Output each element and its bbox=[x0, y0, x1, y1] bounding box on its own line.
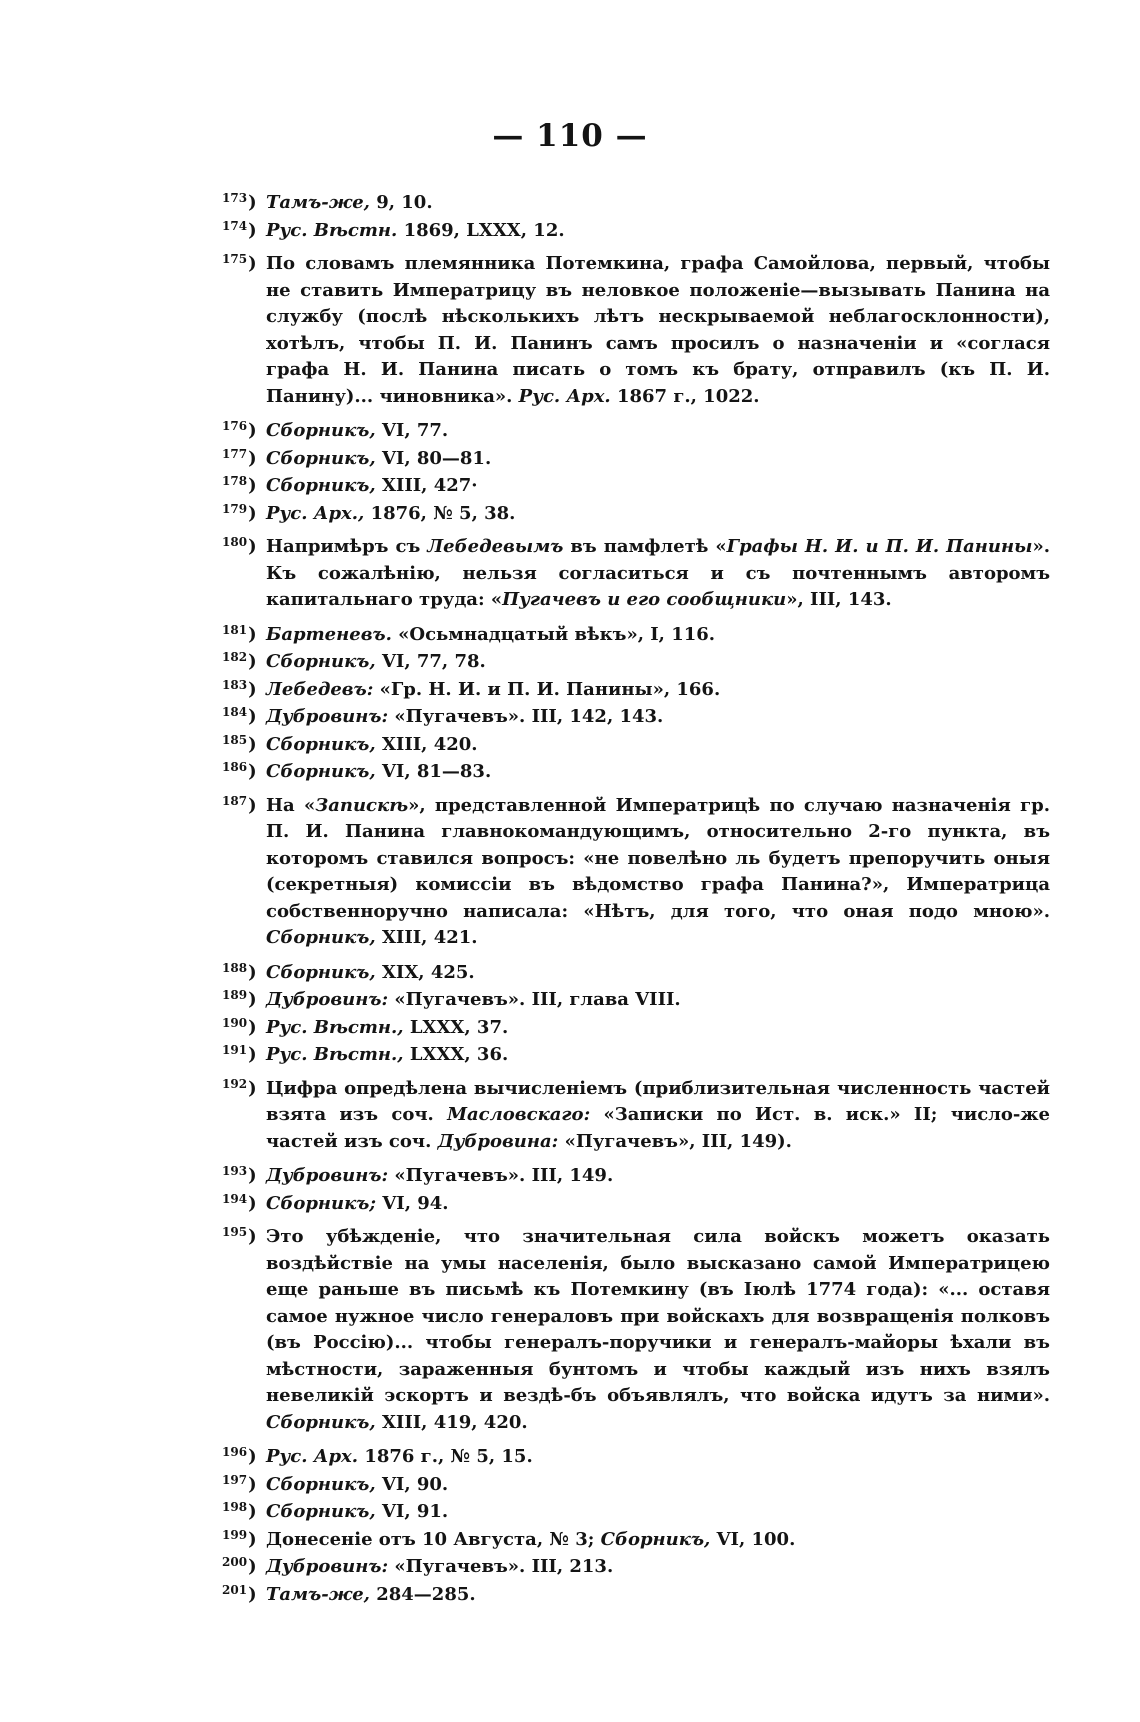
footnote-number: 191 ) bbox=[222, 1036, 266, 1064]
footnote-text: Рус. Вѣстн., LXXX, 37. bbox=[266, 1016, 509, 1038]
footnote-text: Рус. Вѣстн. 1869, LXXX, 12. bbox=[266, 219, 565, 241]
footnote bbox=[222, 446, 1050, 474]
footnote bbox=[222, 622, 1050, 650]
footnote-number: 177 ) bbox=[222, 440, 266, 468]
footnote bbox=[222, 1554, 1050, 1582]
footnote-number: 184 ) bbox=[222, 698, 266, 726]
footnote bbox=[222, 418, 1050, 446]
footnote bbox=[222, 251, 1050, 410]
footnote-text: Дубровинъ: «Пугачевъ». III, 142, 143. bbox=[266, 706, 664, 727]
footnote bbox=[222, 1076, 1050, 1156]
footnote-text: Дубровинъ: «Пугачевъ». III, 213. bbox=[266, 1556, 614, 1577]
footnote-number: 192 ) bbox=[222, 1070, 266, 1098]
footnote-number: 195 ) bbox=[222, 1218, 266, 1246]
footnote-number: 183 ) bbox=[222, 671, 266, 699]
footnote-number: 189 ) bbox=[222, 981, 266, 1009]
footnote-number: 188 ) bbox=[222, 954, 266, 982]
footnote bbox=[222, 534, 1050, 614]
footnote-text: Сборникъ, XIII, 427· bbox=[266, 475, 478, 496]
page-number: — 110 — bbox=[492, 118, 648, 154]
footnote-text: Рус. Вѣстн., LXXX, 36. bbox=[266, 1044, 509, 1065]
footnote-number: 190 ) bbox=[222, 1009, 266, 1037]
footnote bbox=[222, 190, 1050, 218]
footnote bbox=[222, 677, 1050, 705]
footnote bbox=[222, 732, 1050, 760]
footnote-text: Сборникъ, VI, 77, 78. bbox=[266, 651, 486, 672]
footnote-text: Дубровинъ: «Пугачевъ». III, глава VIII. bbox=[266, 989, 681, 1010]
footnote-number: 175 ) bbox=[222, 245, 266, 273]
footnote bbox=[222, 759, 1050, 787]
footnote-text: Рус. Арх. 1876 г., № 5, 15. bbox=[266, 1446, 533, 1467]
footnote-text: По словамъ племянника Потемкина, графа Самойлова, первый, чтобы не ставить Императрицу въ неловкое положеніе—вызывать Панина на службу (послѣ нѣсколькихъ лѣтъ нескрываемой неблагосклонности), хотѣлъ, чтобы П. И. Панинъ самъ просилъ о назначеніи и «соглася графа Н. И. Панина писать о томъ къ брату, отправилъ (къ П. И. Панину)... чиновника». Рус. Арх. 1867 г., 1022. bbox=[266, 253, 1050, 407]
footnote-number: 180 ) bbox=[222, 528, 266, 556]
footnote-text: На «Запискѣ», представленной Императрицѣ по случаю назначенія гр. П. И. Панина главнокомандующимъ, относительно 2-го пункта, въ которомъ ставился вопросъ: «не повелѣно ль будетъ препоручить оныя (секретныя) комиссіи въ вѣдомство графа Панина?», Императрица собственноручно написала: «Нѣтъ, для того, что оная подо мною». Сборникъ, XIII, 421. bbox=[266, 794, 1051, 948]
footnote-text: Сборникъ; VI, 94. bbox=[266, 1192, 449, 1214]
footnote-text: Сборникъ, VI, 80—81. bbox=[266, 447, 492, 469]
footnote-text: Бартеневъ. «Осьмнадцатый вѣкъ», I, 116. bbox=[266, 623, 716, 645]
footnote-number: 198 ) bbox=[222, 1493, 266, 1521]
footnote-text: Это убѣжденіе, что значительная сила войскъ можетъ оказать воздѣйствіе на умы населенія, было высказано самой Императрицею еще раньше въ письмѣ къ Потемкину (въ Іюлѣ 1774 года): «... оставя самое нужное число генераловъ при войскахъ для возвращенія полковъ (въ Россію)... чтобы генералъ-поручики и генералъ-майоры ѣхали въ мѣстности, зараженныя бунтомъ и чтобы каждый изъ нихъ взялъ невеликій эскортъ и вездѣ-бъ объявлялъ, что войска идутъ за ними». Сборникъ, XIII, 419, 420. bbox=[266, 1226, 1050, 1433]
footnote bbox=[222, 793, 1050, 952]
footnote-number: 179 ) bbox=[222, 495, 266, 523]
footnote-text: Сборникъ, XIII, 420. bbox=[266, 733, 478, 755]
footnote-number: 173 ) bbox=[222, 184, 266, 212]
footnote-number: 185 ) bbox=[222, 726, 266, 754]
footnote bbox=[222, 1527, 1050, 1555]
footnote-text: Цифра опредѣлена вычисленіемъ (приблизительная численность частей взята изъ соч. Масловскаго: «Записки по Ист. в. иск.» II; число-же частей изъ соч. Дубровина: «Пугачевъ», III, 149). bbox=[266, 1077, 1050, 1152]
footnote bbox=[222, 473, 1050, 501]
footnote-text: Сборникъ, VI, 90. bbox=[266, 1473, 449, 1495]
footnote bbox=[222, 1191, 1050, 1219]
footnote bbox=[222, 1499, 1050, 1527]
footnote-number: 178 ) bbox=[222, 467, 266, 495]
footnote bbox=[222, 218, 1050, 246]
footnote bbox=[222, 1042, 1050, 1070]
footnote-text: Сборникъ, XIX, 425. bbox=[266, 961, 475, 983]
footnote-number: 200 ) bbox=[222, 1548, 266, 1576]
footnote bbox=[222, 1224, 1050, 1436]
footnote-number: 187 ) bbox=[222, 787, 266, 815]
footnote-number: 186 ) bbox=[222, 753, 266, 781]
footnote-text: Дубровинъ: «Пугачевъ». III, 149. bbox=[266, 1165, 614, 1186]
footnote bbox=[222, 1163, 1050, 1191]
footnote-number: 193 ) bbox=[222, 1157, 266, 1185]
footnote bbox=[222, 704, 1050, 732]
footnote-number: 176 ) bbox=[222, 412, 266, 440]
footnote-number: 199 ) bbox=[222, 1521, 266, 1549]
footnote-number: 181 ) bbox=[222, 616, 266, 644]
footnote-text: Сборникъ, VI, 77. bbox=[266, 420, 449, 441]
footnote-text: Сборникъ, VI, 91. bbox=[266, 1501, 449, 1522]
footnote-number: 196 ) bbox=[222, 1438, 266, 1466]
footnote-number: 201 ) bbox=[222, 1576, 266, 1604]
footnote bbox=[222, 960, 1050, 988]
footnote bbox=[222, 1472, 1050, 1500]
footnote-text: Тамъ-же, 284—285. bbox=[266, 1583, 476, 1605]
footnote bbox=[222, 649, 1050, 677]
footnote-text: Лебедевъ: «Гр. Н. И. и П. И. Панины», 166. bbox=[266, 678, 721, 700]
footnote bbox=[222, 501, 1050, 529]
footnote-text: Сборникъ, VI, 81—83. bbox=[266, 761, 492, 782]
footnote-text: Рус. Арх., 1876, № 5, 38. bbox=[266, 502, 516, 524]
footnotes-list bbox=[222, 190, 1050, 1609]
footnote-text: Тамъ-же, 9, 10. bbox=[266, 192, 433, 213]
footnote bbox=[222, 1444, 1050, 1472]
footnote bbox=[222, 1582, 1050, 1610]
footnote-number: 194 ) bbox=[222, 1185, 266, 1213]
footnote-text: Донесеніе отъ 10 Августа, № 3; Сборникъ, VI, 100. bbox=[266, 1528, 796, 1550]
footnote-number: 182 ) bbox=[222, 643, 266, 671]
footnote-number: 197 ) bbox=[222, 1466, 266, 1494]
footnote-text: Напримѣръ съ Лебедевымъ въ памфлетѣ «Графы Н. И. и П. И. Панины». Къ сожалѣнію, нельзя согласиться и съ почтеннымъ авторомъ капитальнаго труда: «Пугачевъ и его сообщники», III, 143. bbox=[266, 536, 1050, 610]
footnote bbox=[222, 1015, 1050, 1043]
footnote bbox=[222, 987, 1050, 1015]
footnote-number: 174 ) bbox=[222, 212, 266, 240]
